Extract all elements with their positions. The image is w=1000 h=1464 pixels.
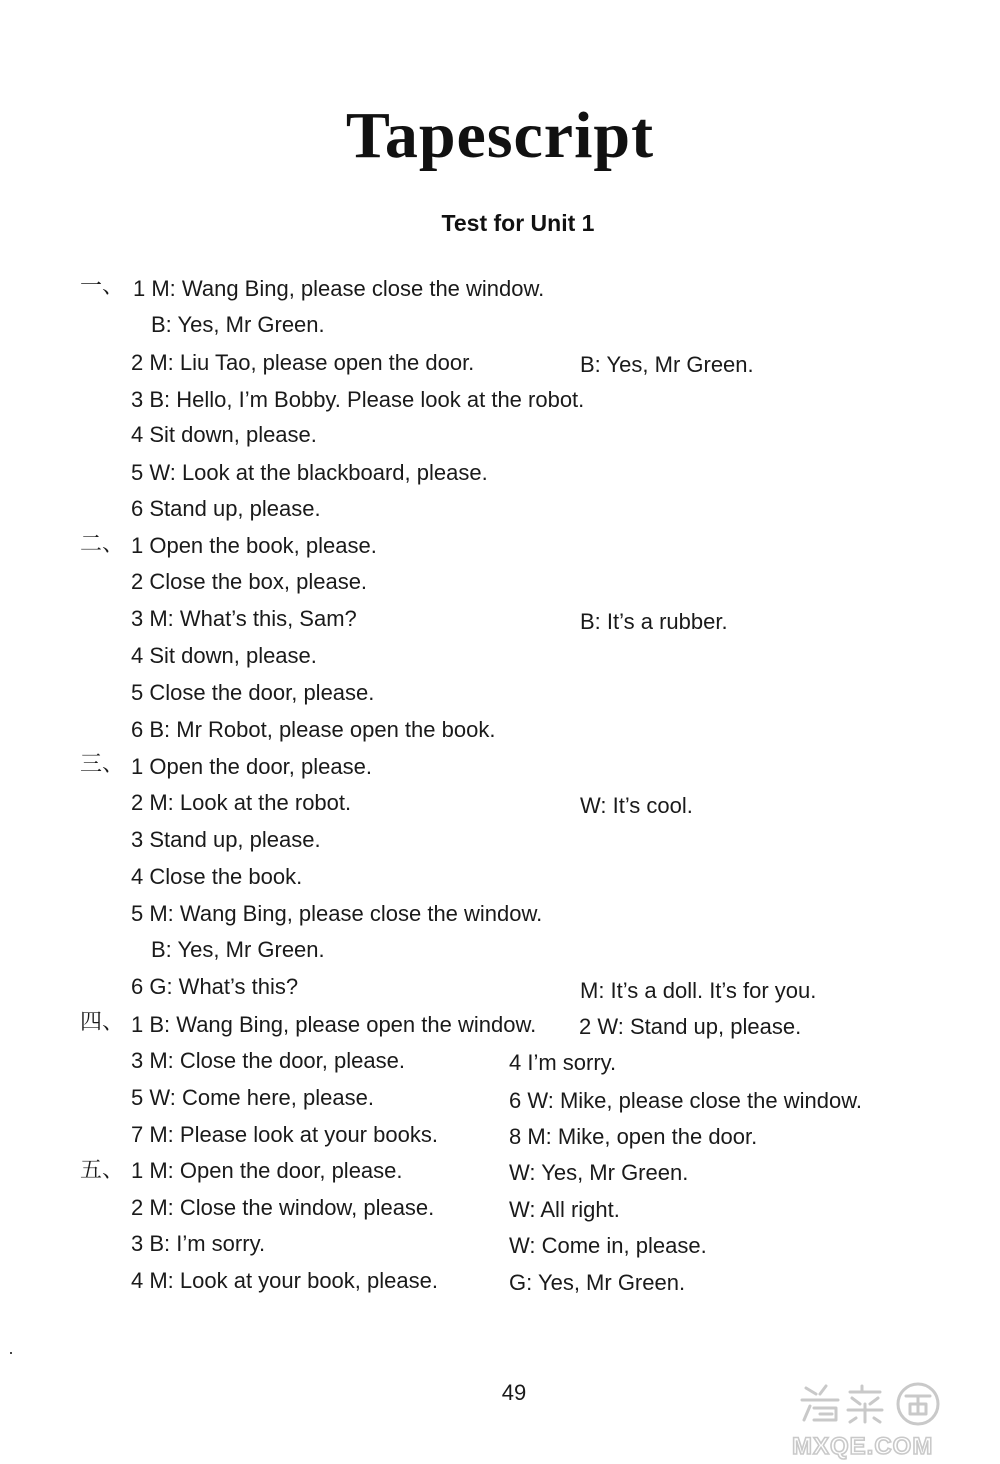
script-line: 2 M: Look at the robot. (131, 790, 352, 815)
section-numeral-4: 四、 (80, 1010, 125, 1035)
script-line: 3 B: Hello, I’m Bobby. Please look at the robot. (131, 387, 585, 412)
script-line: W: Come in, please. (509, 1233, 707, 1258)
script-line: 6 B: Mr Robot, please open the book. (131, 717, 496, 742)
script-line: 6 G: What’s this? (131, 974, 299, 999)
script-line: 1 Open the book, please. (131, 533, 377, 558)
script-line: 2 Close the box, please. (131, 569, 368, 594)
script-line: 5 Close the door, please. (131, 680, 375, 705)
section-numeral-3: 三、 (80, 752, 125, 777)
script-line: 6 Stand up, please. (131, 496, 321, 521)
script-line: B: Yes, Mr Green. (580, 352, 754, 377)
script-line: 1 M: Wang Bing, please close the window. (133, 276, 545, 301)
script-line: 3 Stand up, please. (131, 827, 321, 852)
script-line: 4 Sit down, please. (131, 643, 317, 668)
script-line: 3 M: Close the door, please. (131, 1048, 405, 1073)
script-line: 5 M: Wang Bing, please close the window. (131, 901, 543, 926)
script-line: 2 W: Stand up, please. (579, 1014, 802, 1039)
script-line: B: It’s a rubber. (580, 609, 728, 634)
scan-speck (10, 1352, 12, 1354)
script-line: 3 M: What’s this, Sam? (131, 606, 357, 631)
section-numeral-2: 二、 (80, 532, 125, 557)
script-line: W: All right. (509, 1197, 620, 1222)
script-line: 6 W: Mike, please close the window. (509, 1088, 862, 1113)
script-line: 8 M: Mike, open the door. (509, 1124, 758, 1149)
script-line: 1 B: Wang Bing, please open the window. (131, 1012, 537, 1037)
script-line: M: It’s a doll. It’s for you. (580, 978, 817, 1003)
script-line: W: Yes, Mr Green. (509, 1160, 689, 1185)
script-line: G: Yes, Mr Green. (509, 1270, 686, 1295)
script-line: 4 I’m sorry. (509, 1050, 617, 1075)
script-line: 2 M: Liu Tao, please open the door. (131, 350, 475, 375)
script-line: 4 M: Look at your book, please. (131, 1268, 438, 1293)
script-line: 2 M: Close the window, please. (131, 1195, 435, 1220)
page-title: Tapescript (345, 99, 655, 172)
script-line: 5 W: Come here, please. (131, 1085, 374, 1110)
script-line: 7 M: Please look at your books. (131, 1122, 438, 1147)
script-line: 1 Open the door, please. (131, 754, 372, 779)
page-number: 49 (501, 1380, 527, 1405)
watermark-logo (792, 1378, 992, 1460)
script-line: 5 W: Look at the blackboard, please. (131, 460, 488, 485)
script-line: B: Yes, Mr Green. (151, 937, 325, 962)
section-numeral-5: 五、 (80, 1158, 125, 1183)
script-line: 4 Sit down, please. (131, 422, 317, 447)
section-numeral-1: 一、 (80, 274, 125, 299)
script-line: 1 M: Open the door, please. (131, 1158, 403, 1183)
svg-text:MXQE.COM: MXQE.COM (792, 1433, 934, 1460)
script-line: 4 Close the book. (131, 864, 303, 889)
script-line: W: It’s cool. (580, 793, 693, 818)
script-line: B: Yes, Mr Green. (151, 312, 325, 337)
script-line: 3 B: I’m sorry. (131, 1231, 266, 1256)
section-subtitle: Test for Unit 1 (441, 210, 595, 236)
